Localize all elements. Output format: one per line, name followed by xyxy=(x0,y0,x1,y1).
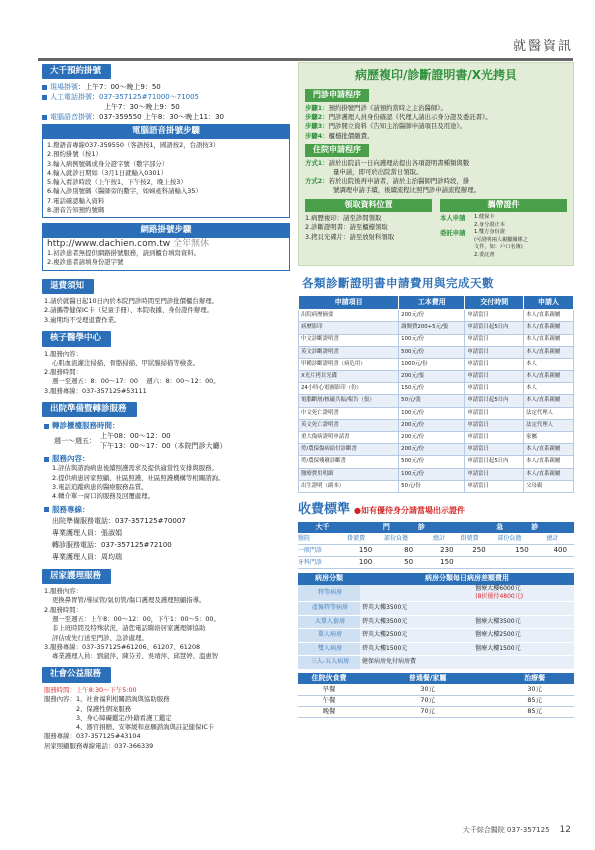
voice-step: 4.輸入就診日期如（3月1日就輸入0301） xyxy=(47,168,167,177)
ward-fee-a: 健保病房免付病房費 xyxy=(360,656,473,670)
outpatient-step: 步驟1：預約掛號門診《請預約當時之主治醫師》。 xyxy=(305,103,447,112)
appointment-value: 上午7：30～晚上9：50 xyxy=(104,103,180,112)
fee-cell: 英文診斷證明書 xyxy=(299,346,399,358)
footer-text: 大千綜合醫院 037-357125 xyxy=(462,825,550,834)
website-link[interactable]: http://www.dachien.com.tw xyxy=(47,238,171,249)
diet-header: 住院伙食費 xyxy=(298,673,360,684)
diet-header: 治療餐 xyxy=(495,673,574,684)
homecare-line: 專業護理人員：劉淑萍、陳芬芳、吳靖萍、邱慧婷、溫惠智 xyxy=(52,652,219,661)
page-number: 12 xyxy=(559,824,571,835)
fee-cell: 50元/張 xyxy=(399,395,465,407)
fee-cell: 本人/直系親屬 xyxy=(524,310,574,322)
fee-cell: 申請當日 xyxy=(465,346,524,358)
ward-header: 病房分類 xyxy=(298,573,360,584)
discharge-content: 2.提供病患居家照顧、社區照護、社區照護機構等相關諮詢。 xyxy=(52,473,225,482)
web-steps-heading: 網路掛號步驟 xyxy=(43,224,289,237)
outpatient-step: 步驟4：櫃檯批價繳費。 xyxy=(305,131,374,140)
square-bullet-icon xyxy=(44,457,49,462)
opd-fee-table xyxy=(298,522,574,570)
discharge-hotline: 轉診服務電話：037-357125#72100 xyxy=(52,540,172,549)
fee-cell: 申請當日 xyxy=(465,358,524,370)
charges-heading-row xyxy=(298,501,574,519)
square-bullet-icon xyxy=(44,507,49,512)
page-header-title: 就醫資訊 xyxy=(512,39,573,54)
discharge-content: 3.電話追蹤病患的醫療服務品質。 xyxy=(52,483,148,492)
docs-agent-item: 1.雙方身份證 xyxy=(474,229,505,236)
homecare-line: 評估或先行送至門診、急診處理。 xyxy=(52,633,148,642)
docs-self-item: 1.健保卡 xyxy=(474,214,495,221)
inpatient-step-cont: 量申請，即可於出院當日領取。 xyxy=(333,167,423,176)
fee-cell: 24小時心電圖影印（份） xyxy=(299,383,399,395)
fee-row xyxy=(299,383,574,395)
opd-cell: 230 xyxy=(433,545,460,557)
fee-row xyxy=(299,444,574,456)
nuclear-heading: 核子醫學中心 xyxy=(42,331,111,346)
fee-cell: 本人/直系親屬 xyxy=(524,322,574,334)
ward-fee-b xyxy=(473,615,574,629)
ward-fee-b xyxy=(473,629,574,643)
social-line: 3、身心障礙鑑定/外籍看護工鑑定 xyxy=(44,713,172,722)
fee-row xyxy=(299,395,574,407)
fee-row xyxy=(299,371,574,383)
diet-cell: 晚餐 xyxy=(298,706,360,717)
fee-cell: 勞/農保殘廢診斷書 xyxy=(299,456,399,468)
discharge-content: 4.轉介單一窗口的服務及回覆處理。 xyxy=(52,492,154,501)
docs-self xyxy=(440,214,567,229)
fee-cell: 申請當日 xyxy=(465,468,524,480)
opd-cell: 150 xyxy=(497,545,546,557)
opd-cell: 一般門診 xyxy=(298,545,347,557)
appointment-line: 現場掛號：上午7：00～晚上9：50 xyxy=(42,82,290,92)
refund-list xyxy=(42,297,290,325)
fee-cell: 法定代理人 xyxy=(524,407,574,419)
fee-cell: 英文死亡證明書 xyxy=(299,419,399,431)
fee-cell: 本人/直系親屬 xyxy=(524,456,574,468)
inpatient-procedure-heading: 住院申請程序 xyxy=(305,144,369,157)
social-line: 2、保護性個案服務 xyxy=(44,704,132,713)
charges-title: 收費標準 xyxy=(298,501,351,517)
fee-cell: 申請當日 xyxy=(465,310,524,322)
opd-subheader-row xyxy=(298,533,574,545)
voice-step: 8.語音告知預約號碼 xyxy=(47,206,105,215)
diet-row xyxy=(298,706,574,717)
fees-table xyxy=(298,295,574,493)
voice-step: 3.輸入病例號碼或身分證字號（數字部分） xyxy=(47,159,169,168)
appointment-heading: 大千預約掛號 xyxy=(42,64,111,79)
fee-row xyxy=(299,310,574,322)
inpatient-step-cont: 號調理申請手續，後續流程比照門診申請流程辦理。 xyxy=(333,186,480,195)
docs-self-item: 2.身分證正本 xyxy=(474,221,505,228)
ward-fee-a: 碧英大樓3500元 xyxy=(360,615,473,629)
web-step: 1.初診患者無提供網路掛號服務，請到櫃台填寫資料。 xyxy=(47,249,201,258)
fee-row xyxy=(299,322,574,334)
diet-cell: 30元 xyxy=(495,684,574,695)
fee-cell: 中文死亡證明書 xyxy=(299,407,399,419)
header-divider xyxy=(38,58,573,61)
appointment-value: 037-357125#71000～71005 xyxy=(99,93,200,102)
fee-row xyxy=(299,432,574,444)
ward-fee-a xyxy=(360,585,473,602)
fee-cell: 病歷影印 xyxy=(299,322,399,334)
fee-cell: 200元/份 xyxy=(399,444,465,456)
fee-cell: 申請當日 xyxy=(465,383,524,395)
fee-cell: 電腦斷層/核磁共振/報告（張） xyxy=(299,395,399,407)
ward-row xyxy=(298,656,574,670)
fee-cell: 申請當日 xyxy=(465,334,524,346)
nuclear-line: 3.服務專線：037-357125#53111 xyxy=(44,386,147,395)
fee-header: 申請人 xyxy=(524,295,574,309)
ward-row xyxy=(298,642,574,656)
ward-fee-b xyxy=(473,602,574,616)
appointment-label: 人工電話掛號 xyxy=(50,93,92,102)
voice-steps-box xyxy=(42,124,290,218)
fee-cell: 家屬 xyxy=(524,432,574,444)
ward-row xyxy=(298,629,574,643)
ward-category: 三人-五人病房 xyxy=(298,656,360,670)
voice-steps-list xyxy=(43,139,289,217)
ward-row xyxy=(298,602,574,616)
fee-cell: 本人/直系親屬 xyxy=(524,468,574,480)
opd-subheader: 部份負擔 xyxy=(497,533,546,545)
opd-row xyxy=(298,545,574,557)
refund-line: 2.請攜帶健保IC卡（兒童手冊）、本院收據、身份證件辦理。 xyxy=(44,306,214,315)
social-heading: 社會公益服務 xyxy=(42,667,111,682)
voice-step: 6.輸入診別號碼（醫師旁的數字，如婦產科請輸入35） xyxy=(47,187,202,196)
opd-cell: 150 xyxy=(347,545,384,557)
fee-cell: 500元/份 xyxy=(399,346,465,358)
ward-category: 雙人病房 xyxy=(298,642,360,656)
fee-cell: X光片拷貝光碟 xyxy=(299,371,399,383)
web-steps-box xyxy=(42,223,290,270)
diet-fee-table xyxy=(298,673,574,718)
fee-cell: 出生證明（副本） xyxy=(299,480,399,492)
opd-subheader: 掛號費 xyxy=(461,533,498,545)
outpatient-step: 步驟2：門診護理人員身份確認《代理人請出示身分證及委託書》。 xyxy=(305,113,492,122)
opd-cell: 80 xyxy=(384,545,433,557)
refund-line: 3.逾期均不受理退費作業。 xyxy=(44,315,121,324)
ward-fee-b-discount: (8折優待4800元) xyxy=(475,592,524,600)
docs-agent xyxy=(440,229,567,259)
fee-cell: 調閱費200+5元/張 xyxy=(399,322,465,334)
inpatient-step: 方式2：若於出院後再申請者，請於主治醫師門診時段，掛 xyxy=(305,177,470,185)
diet-cell: 早餐 xyxy=(298,684,360,695)
fee-row xyxy=(299,480,574,492)
discharge-hotline: 出院準備服務電話：037-357125#70007 xyxy=(52,516,186,525)
appointment-value: 上午7：00～晚上9：50 xyxy=(85,83,161,92)
opd-cell: 100 xyxy=(347,557,384,569)
records-title: 病歷複印/診斷證明書/X光拷貝 xyxy=(354,68,518,82)
fee-cell: 父母親 xyxy=(524,480,574,492)
nuclear-line: 2.服務時間： xyxy=(44,368,83,377)
docs-box xyxy=(440,199,567,259)
appointment-line: 人工電話掛號：037-357125#71000～71005 xyxy=(42,92,290,102)
fee-row xyxy=(299,346,574,358)
square-bullet-icon xyxy=(42,115,47,120)
fee-cell: 申請當日 xyxy=(465,371,524,383)
fee-cell: 申請當日 xyxy=(465,432,524,444)
charges-note: ●如有優待身分請當場出示證件 xyxy=(354,505,465,515)
refund-heading: 退費須知 xyxy=(42,279,94,294)
fee-row xyxy=(299,358,574,370)
fee-cell: 申請當日起5日內 xyxy=(465,456,524,468)
homecare-line: 非上班時間及特殊狀況，請您電話聯絡居家護理師協助 xyxy=(52,624,206,633)
discharge-content-label: 服務內容： xyxy=(44,453,290,464)
docs-agent-item: 2.委託書 xyxy=(474,251,495,258)
homecare-line: 3.服務專線：037-357125#61206、61207、61208 xyxy=(44,642,201,651)
homecare-list xyxy=(42,587,290,661)
appointment-label: 電腦語音掛號 xyxy=(50,113,92,122)
ward-fee-a: 碧英大樓1500元 xyxy=(360,642,473,656)
fee-cell: 申請當日 xyxy=(465,419,524,431)
diet-row xyxy=(298,684,574,695)
ward-category: 特等病房 xyxy=(298,585,360,602)
outpatient-procedure-heading: 門診申請程序 xyxy=(305,89,369,102)
appointment-list xyxy=(42,82,290,122)
ward-fee-b-main: 醫療大樓3500元 xyxy=(475,617,521,625)
homecare-heading: 居家護理服務 xyxy=(42,569,111,584)
ward-category: 大單人套房 xyxy=(298,615,360,629)
social-line: 居家照顧服務專線電話：037-366339 xyxy=(44,741,154,750)
pickup-box xyxy=(305,199,432,259)
diet-cell: 85元 xyxy=(495,695,574,706)
desk-am: 上午08：00～12：00 xyxy=(100,432,171,441)
ward-fee-b-main: 醫療大樓1500元 xyxy=(475,644,521,652)
outpatient-step: 步驟3：門診開立資料《告知主治醫師申請項目及用途》。 xyxy=(305,122,467,131)
fee-row xyxy=(299,456,574,468)
desk-pm: 下午13：00～17：00（本院門診大廳） xyxy=(100,442,227,451)
homecare-line: 週一至週五：上午8：00～12：00，下午1：00～5：00。 xyxy=(52,615,220,623)
ward-row xyxy=(298,615,574,629)
pickup-docs-row xyxy=(305,199,567,259)
docs-heading: 攜帶證件 xyxy=(440,199,567,212)
voice-step: 5.輸入看診時段（上午按1，下午按2，晚上按3） xyxy=(47,178,187,187)
opd-subheader: 總計 xyxy=(433,533,460,545)
ward-fee-b-main: 醫療大樓6000元 xyxy=(475,584,521,592)
fee-row xyxy=(299,334,574,346)
fee-cell: 50元/份 xyxy=(399,480,465,492)
left-column xyxy=(42,62,290,751)
fee-cell: 200元/份 xyxy=(399,310,465,322)
page-footer xyxy=(463,824,571,836)
ward-fee-b xyxy=(473,585,574,602)
web-steps-body xyxy=(43,238,289,270)
ward-header: 病房分類每日病房差額費用 xyxy=(360,573,574,584)
diet-header: 普通餐/家屬 xyxy=(360,673,495,684)
appointment-line xyxy=(42,102,290,112)
pickup-item: 2.診斷證明書：請至櫃檯領取 xyxy=(305,223,388,232)
nuclear-line: 週一至週五：8：00～17：00 週六：8：00～12：00。 xyxy=(52,377,220,386)
fee-cell: 200元/份 xyxy=(399,419,465,431)
opd-subheader: 部份負擔 xyxy=(384,533,433,545)
discharge-desk-hours xyxy=(44,431,290,451)
fee-row xyxy=(299,407,574,419)
fee-cell: 申請當日起5日內 xyxy=(465,322,524,334)
diet-cell: 70元 xyxy=(360,706,495,717)
fee-cell: 申請當日起5日內 xyxy=(465,395,524,407)
pickup-item: 1.病歷複印：請至診間領取 xyxy=(305,214,382,223)
ward-fee-a: 碧英大樓2500元 xyxy=(360,629,473,643)
fee-cell: 申請當日 xyxy=(465,480,524,492)
discharge-body xyxy=(42,420,290,562)
fee-cell: 甲種診斷證明書（病危用） xyxy=(299,358,399,370)
nuclear-line: 1.服務內容： xyxy=(44,349,83,358)
discharge-content: 1.評估與諮詢病患後續照護需求及提供適當性安排與服務。 xyxy=(52,464,218,473)
diet-cell: 午餐 xyxy=(298,695,360,706)
social-line: 服務專線：037-357125#43104 xyxy=(44,732,141,741)
diet-cell: 85元 xyxy=(495,706,574,717)
fee-cell: 本人/直系親屬 xyxy=(524,395,574,407)
fee-cell: 本人/直系親屬 xyxy=(524,346,574,358)
fees-title: 各類診斷證明書申請費用與完成天數 xyxy=(302,276,494,291)
appointment-value: 037-359550 上午8：30～晚上11：30 xyxy=(99,113,225,122)
web-step: 2.複診患者請填身份證字號 xyxy=(47,258,124,267)
opd-cell: 牙科門診 xyxy=(298,557,347,569)
nuclear-line: 心肌血流灌注掃描、骨骼掃描、甲狀腺掃描等檢查。 xyxy=(52,358,199,367)
opd-cell: 400 xyxy=(547,545,574,557)
homecare-line: 更換鼻胃管/導尿管/氣切管/傷口護理及護理照顧指導。 xyxy=(52,596,206,605)
fee-row xyxy=(299,419,574,431)
fee-cell: 100元/份 xyxy=(399,334,465,346)
social-time: 服務時間：上午8:30～下午5:00 xyxy=(44,685,137,694)
square-bullet-icon xyxy=(42,95,47,100)
fee-cell: 500元/份 xyxy=(399,456,465,468)
refund-line: 1.請於就醫日起10日內於本院門診時間至門診批價櫃台辦理。 xyxy=(44,297,218,306)
discharge-hotline-label: 服務專線： xyxy=(44,504,290,515)
discharge-hotline: 專業護理人員：張淑娟 xyxy=(52,528,122,537)
fee-header: 交付時間 xyxy=(465,295,524,309)
fee-cell: 本人/直系親屬 xyxy=(524,371,574,383)
social-line: 4、器官捐贈、安寧緩和意願諮詢與註記健保IC卡 xyxy=(44,723,215,732)
diet-cell: 70元 xyxy=(360,695,495,706)
appointment-line: 電腦語音掛號：037-359550 上午8：30～晚上11：30 xyxy=(42,112,290,122)
docs-agent-item: (可證明兩人親屬關係之 xyxy=(474,236,528,243)
fee-header: 申請項目 xyxy=(299,295,399,309)
homecare-line: 2.服務時間： xyxy=(44,605,83,614)
fee-cell: 申請當日 xyxy=(465,444,524,456)
pickup-heading: 領取資料位置 xyxy=(305,199,432,212)
fee-cell: 200元/張 xyxy=(399,371,465,383)
fee-cell: 本人 xyxy=(524,358,574,370)
voice-step: 1.撥語音專線037-359550（客語按1，國語按2，台語按3） xyxy=(47,140,220,149)
ward-fee-b xyxy=(473,656,574,670)
opd-header: 門 診 xyxy=(347,522,460,533)
ward-fee-table xyxy=(298,573,574,669)
ward-fee-a: 碧英大樓3500元 xyxy=(360,602,473,616)
opd-subheader: 醫院 xyxy=(298,533,347,545)
ward-category: 單人病房 xyxy=(298,629,360,643)
right-column xyxy=(298,62,574,718)
opd-header: 急 診 xyxy=(461,522,574,533)
nuclear-list xyxy=(42,350,290,396)
fee-cell: 100元/份 xyxy=(399,407,465,419)
appointment-label: 現場掛號 xyxy=(50,83,78,92)
ward-fee-b xyxy=(473,642,574,656)
fee-cell: 中文診斷證明書 xyxy=(299,334,399,346)
opd-cell xyxy=(461,557,498,569)
opd-cell: 50 xyxy=(384,557,433,569)
voice-steps-heading: 電腦語音掛號步驟 xyxy=(43,125,289,138)
web-slogan: 全年無休 xyxy=(173,238,210,249)
opd-row xyxy=(298,557,574,569)
ward-fee-b-main: 醫療大樓2500元 xyxy=(475,631,521,639)
opd-cell xyxy=(547,557,574,569)
ward-row xyxy=(298,585,574,602)
ward-category: 產後特等病房 xyxy=(298,602,360,616)
social-line: 服務內容：1、社會福利相關諮詢與協助服務 xyxy=(44,695,170,704)
opd-subheader: 掛號費 xyxy=(347,533,384,545)
fee-cell: 醫療費用明細 xyxy=(299,468,399,480)
outpatient-steps xyxy=(305,104,567,141)
square-bullet-icon xyxy=(44,424,49,429)
fee-cell: 1000元/份 xyxy=(399,358,465,370)
fee-cell: 本人/直系親屬 xyxy=(524,334,574,346)
voice-step: 7.電話確認輸入資料 xyxy=(47,196,105,205)
diet-row xyxy=(298,695,574,706)
fee-cell: 申請當日 xyxy=(465,407,524,419)
opd-cell: 150 xyxy=(433,557,460,569)
fee-cell: 法定代理人 xyxy=(524,419,574,431)
inpatient-steps xyxy=(305,159,567,196)
social-list xyxy=(42,686,290,751)
fee-cell: 本人 xyxy=(524,383,574,395)
fee-cell: 200元/份 xyxy=(399,432,465,444)
voice-step: 2.預約掛號（按1） xyxy=(47,150,102,159)
square-bullet-icon xyxy=(42,85,47,90)
docs-agent-item: 文件，如：戶口名簿) xyxy=(474,244,523,251)
opd-header: 大千 xyxy=(298,522,347,533)
opd-subheader: 總計 xyxy=(547,533,574,545)
inpatient-step: 方式1：請於出院前一日向護理站提出各項證明書種類與數 xyxy=(305,158,470,167)
desk-days: 週一～週五： xyxy=(54,437,96,446)
fee-header: 工本費用 xyxy=(399,295,465,309)
fee-cell: 重大傷病證明申請書 xyxy=(299,432,399,444)
fee-cell: 本人/直系親屬 xyxy=(524,444,574,456)
homecare-line: 1.服務內容： xyxy=(44,587,83,596)
discharge-hotline: 專業護理人員：周均瑞 xyxy=(52,552,122,561)
opd-cell: 250 xyxy=(461,545,498,557)
discharge-heading: 出院準備暨轉診服務 xyxy=(42,402,137,417)
docs-agent-label: 委託申請 xyxy=(440,229,466,238)
pickup-item: 3.拷貝光碟片：請至放射科領取 xyxy=(305,232,395,241)
records-panel xyxy=(298,62,574,266)
fee-cell: 出院病歷摘要 xyxy=(299,310,399,322)
fee-cell: 150元/份 xyxy=(399,383,465,395)
diet-cell: 30元 xyxy=(360,684,495,695)
discharge-desk-label: 轉診櫃檯服務時間： xyxy=(44,420,290,431)
fee-cell: 勞/農保傷病給付診斷書 xyxy=(299,444,399,456)
opd-cell xyxy=(497,557,546,569)
fee-row xyxy=(299,468,574,480)
fee-cell: 100元/份 xyxy=(399,468,465,480)
docs-self-label: 本人申請 xyxy=(440,214,466,223)
